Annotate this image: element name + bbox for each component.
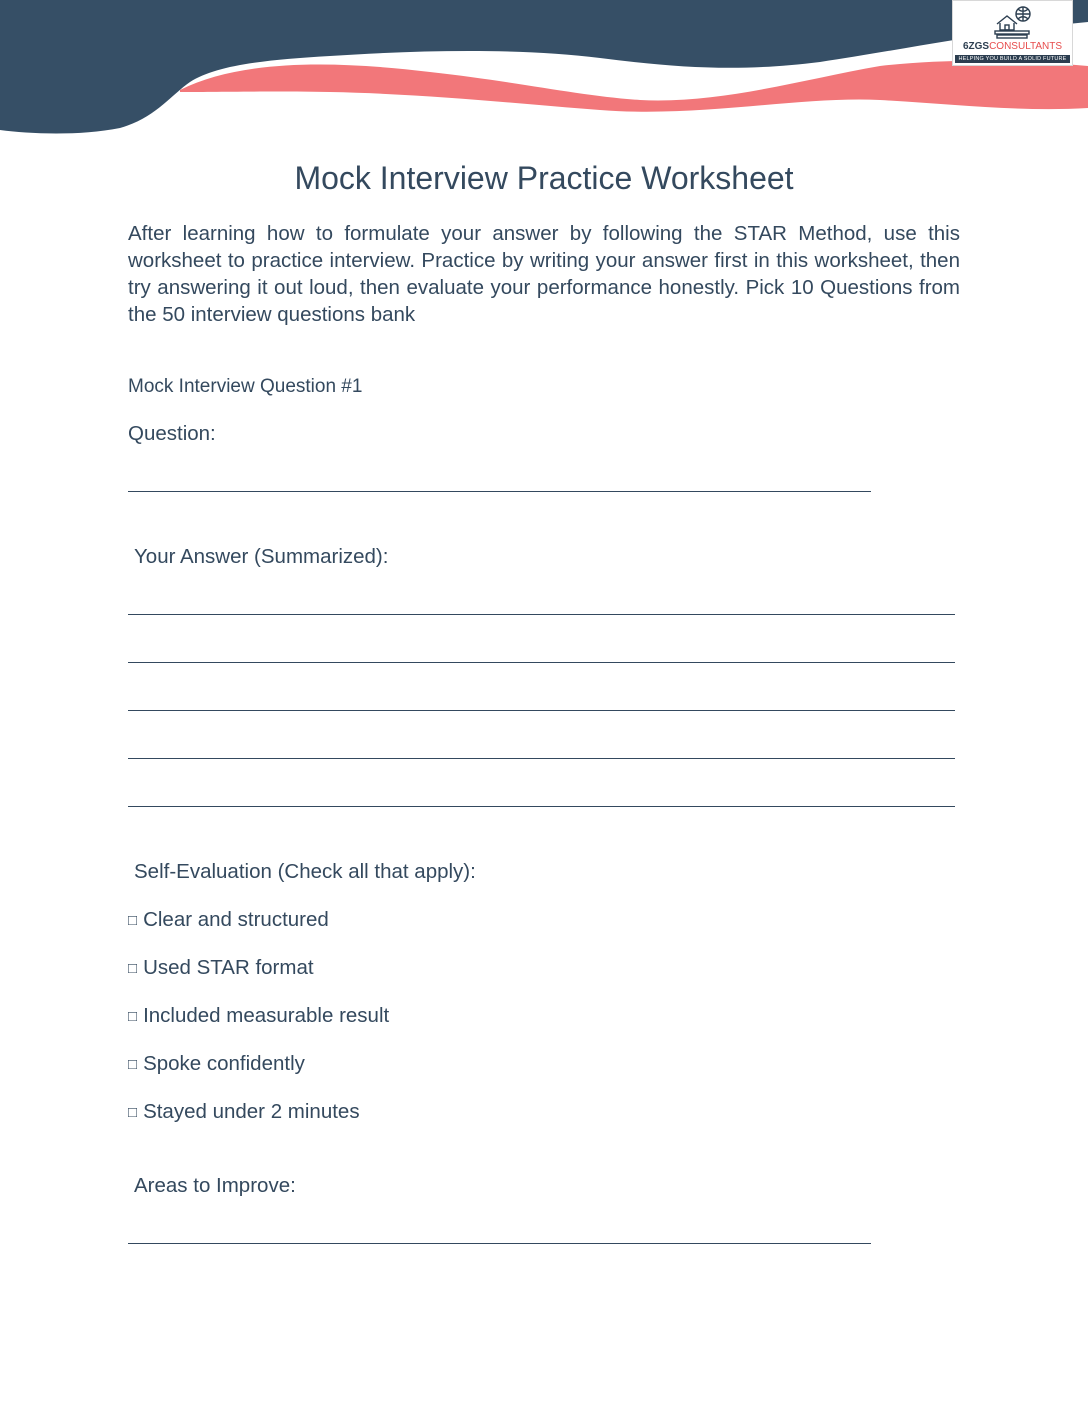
improve-writing-line[interactable] bbox=[128, 1243, 871, 1244]
checklist-item-label: Used STAR format bbox=[143, 956, 314, 979]
checklist-item-label: Spoke confidently bbox=[143, 1052, 305, 1075]
house-globe-books-icon bbox=[991, 4, 1035, 40]
answer-writing-line-1[interactable] bbox=[128, 614, 955, 615]
checklist-item-label: Stayed under 2 minutes bbox=[143, 1100, 360, 1123]
checklist-item-clear[interactable] bbox=[128, 907, 389, 955]
company-logo bbox=[952, 0, 1073, 66]
areas-to-improve-label: Areas to Improve: bbox=[134, 1174, 296, 1197]
self-evaluation-checklist bbox=[128, 907, 389, 1147]
checkbox-icon[interactable]: □ bbox=[128, 912, 138, 929]
checklist-item-time[interactable] bbox=[128, 1099, 389, 1147]
coral-wave bbox=[180, 61, 1088, 112]
answer-writing-line-4[interactable] bbox=[128, 758, 955, 759]
checkbox-icon[interactable]: □ bbox=[128, 1056, 138, 1073]
question-label: Question: bbox=[128, 422, 216, 445]
logo-wordmark bbox=[953, 41, 1072, 53]
logo-accent: CONSULTANTS bbox=[989, 41, 1063, 52]
answer-writing-line-2[interactable] bbox=[128, 662, 955, 663]
logo-tagline: HELPING YOU BUILD A SOLID FUTURE bbox=[955, 55, 1070, 63]
checkbox-icon[interactable]: □ bbox=[128, 1008, 138, 1025]
checklist-item-star[interactable] bbox=[128, 955, 389, 1003]
header-wave-decoration bbox=[0, 0, 1088, 150]
answer-writing-line-3[interactable] bbox=[128, 710, 955, 711]
logo-brand: 6ZGS bbox=[962, 41, 990, 52]
checklist-item-confident[interactable] bbox=[128, 1051, 389, 1099]
page-title: Mock Interview Practice Worksheet bbox=[294, 160, 794, 196]
question-writing-line[interactable] bbox=[128, 491, 871, 492]
answer-writing-line-5[interactable] bbox=[128, 806, 955, 807]
intro-paragraph: After learning how to formulate your answer by following the STAR Method, use this worksheet to practice interview. Practice by writing your answer first in this worksheet, then try answering it out loud, then evaluate your performance honestly. Pick 10 Questions from the 50 interview questions bank bbox=[128, 222, 960, 326]
checkbox-icon[interactable]: □ bbox=[128, 960, 138, 977]
checklist-item-label: Included measurable result bbox=[143, 1004, 390, 1027]
answer-label: Your Answer (Summarized): bbox=[134, 545, 389, 568]
checklist-item-label: Clear and structured bbox=[143, 908, 329, 931]
checklist-item-result[interactable] bbox=[128, 1003, 389, 1051]
question-number-heading: Mock Interview Question #1 bbox=[128, 376, 363, 397]
checkbox-icon[interactable]: □ bbox=[128, 1104, 138, 1121]
self-evaluation-label: Self-Evaluation (Check all that apply): bbox=[134, 860, 476, 883]
